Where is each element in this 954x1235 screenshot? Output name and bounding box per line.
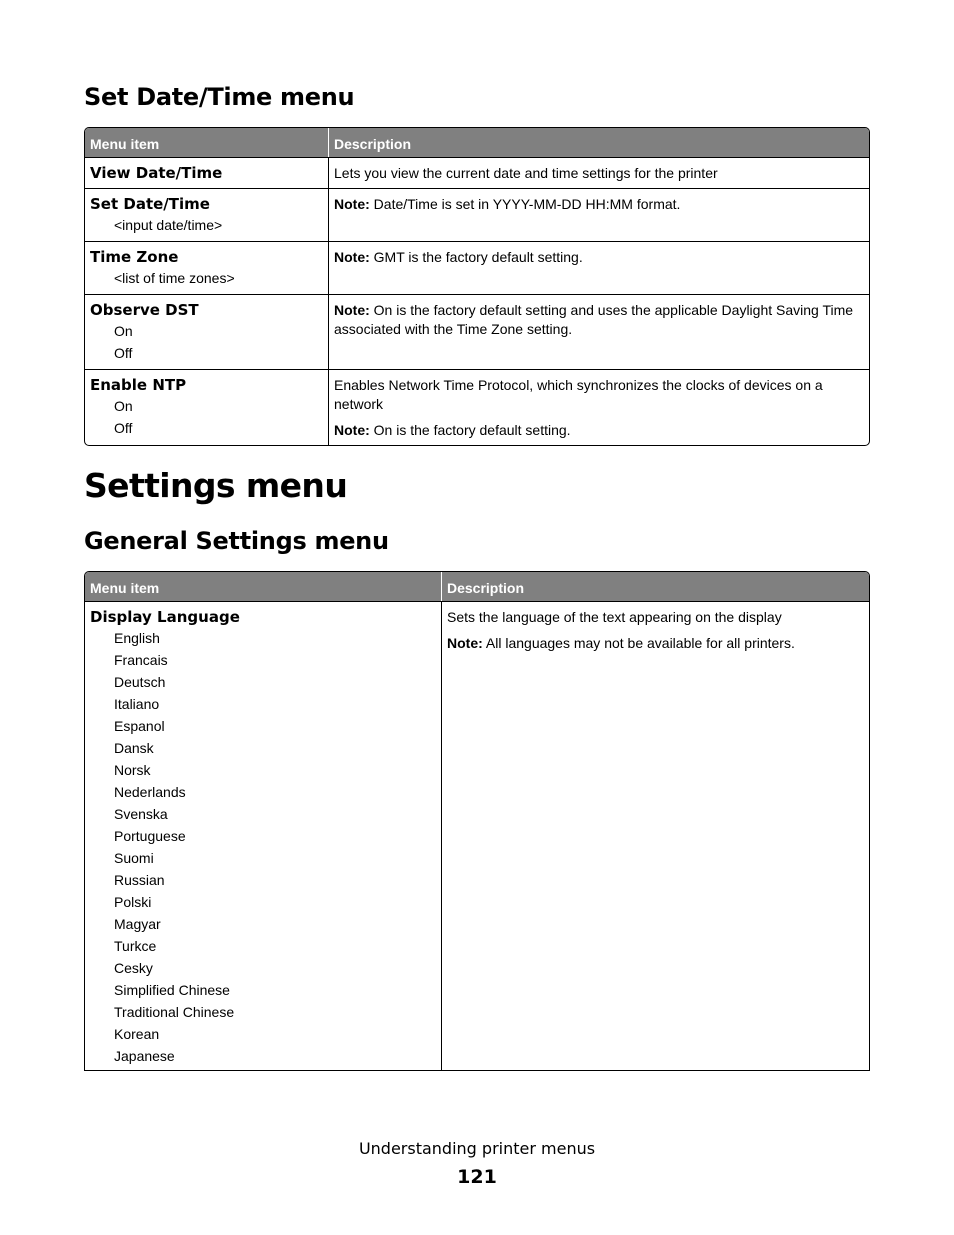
menu-item-option: Off	[114, 345, 133, 361]
language-option: Deutsch	[114, 674, 166, 690]
note-body: On is the factory default setting.	[369, 422, 571, 438]
table-row	[85, 241, 869, 294]
table-row	[85, 188, 869, 241]
table-row	[85, 601, 869, 1070]
description-cell	[329, 369, 869, 445]
menu-item-cell	[85, 157, 329, 188]
settings-menu-heading: Settings menu	[84, 466, 348, 505]
language-option: Cesky	[114, 960, 153, 976]
language-option: Polski	[114, 894, 152, 910]
note-label: Note:	[334, 302, 370, 318]
description-cell	[329, 241, 869, 294]
table-row	[85, 294, 869, 369]
note-body: On is the factory default setting and uses the applicable Daylight Saving Time associated with the Time Zone setting.	[334, 302, 854, 337]
menu-item-option: Off	[114, 420, 133, 436]
note-text	[334, 248, 864, 267]
language-option: Japanese	[114, 1048, 175, 1064]
menu-item-name: Display Language	[90, 608, 240, 626]
note-text	[334, 195, 864, 214]
language-option: Magyar	[114, 916, 161, 932]
note-body: GMT is the factory default setting.	[369, 249, 583, 265]
table-row	[85, 369, 869, 445]
note-text	[334, 421, 864, 440]
footer-title: Understanding printer menus	[358, 1139, 596, 1158]
language-list	[90, 627, 436, 1067]
description-text: Enables Network Time Protocol, which synchronizes the clocks of devices on a network	[334, 377, 823, 412]
column-header-menu-item: Menu item	[85, 572, 442, 601]
language-option: Suomi	[114, 850, 154, 866]
menu-item-option: On	[114, 398, 133, 414]
description-text: Sets the language of the text appearing on the display	[447, 609, 782, 625]
language-option: Norsk	[114, 762, 151, 778]
note-text	[447, 634, 864, 653]
note-label: Note:	[447, 635, 483, 651]
language-option: Turkce	[114, 938, 157, 954]
menu-item-cell	[85, 241, 329, 294]
column-header-description: Description	[329, 128, 869, 157]
table-row	[85, 157, 869, 188]
menu-item-cell	[85, 188, 329, 241]
description-cell	[329, 294, 869, 369]
date-time-table	[84, 127, 870, 446]
column-header-description: Description	[442, 572, 869, 601]
menu-item-option: <input date/time>	[114, 217, 223, 233]
language-option: Nederlands	[114, 784, 186, 800]
description-cell	[442, 601, 869, 1070]
description-text: Lets you view the current date and time settings for the printer	[334, 165, 718, 181]
note-text	[334, 301, 864, 339]
page-number: 121	[457, 1166, 497, 1188]
note-body: All languages may not be available for all printers.	[482, 635, 795, 651]
language-option: Russian	[114, 872, 165, 888]
general-settings-table	[84, 571, 870, 1071]
note-body: Date/Time is set in YYYY-MM-DD HH:MM format.	[369, 196, 681, 212]
language-option: English	[114, 630, 160, 646]
menu-item-name: View Date/Time	[90, 164, 223, 182]
menu-item-cell	[85, 601, 442, 1070]
note-label: Note:	[334, 422, 370, 438]
language-option: Svenska	[114, 806, 168, 822]
language-option: Dansk	[114, 740, 154, 756]
description-cell	[329, 157, 869, 188]
menu-item-option: On	[114, 323, 133, 339]
note-label: Note:	[334, 196, 370, 212]
set-date-time-heading: Set Date/Time menu	[84, 83, 355, 111]
description-cell	[329, 188, 869, 241]
language-option: Francais	[114, 652, 168, 668]
menu-item-name: Enable NTP	[90, 376, 187, 394]
menu-item-cell	[85, 294, 329, 369]
menu-item-name: Set Date/Time	[90, 195, 210, 213]
language-option: Espanol	[114, 718, 165, 734]
language-option: Korean	[114, 1026, 160, 1042]
language-option: Portuguese	[114, 828, 186, 844]
general-settings-heading: General Settings menu	[84, 527, 389, 555]
language-option: Italiano	[114, 696, 160, 712]
language-option: Traditional Chinese	[114, 1004, 235, 1020]
column-header-menu-item: Menu item	[85, 128, 329, 157]
language-option: Simplified Chinese	[114, 982, 230, 998]
note-label: Note:	[334, 249, 370, 265]
menu-item-cell	[85, 369, 329, 445]
menu-item-option: <list of time zones>	[114, 270, 235, 286]
menu-item-name: Time Zone	[90, 248, 179, 266]
menu-item-name: Observe DST	[90, 301, 199, 319]
